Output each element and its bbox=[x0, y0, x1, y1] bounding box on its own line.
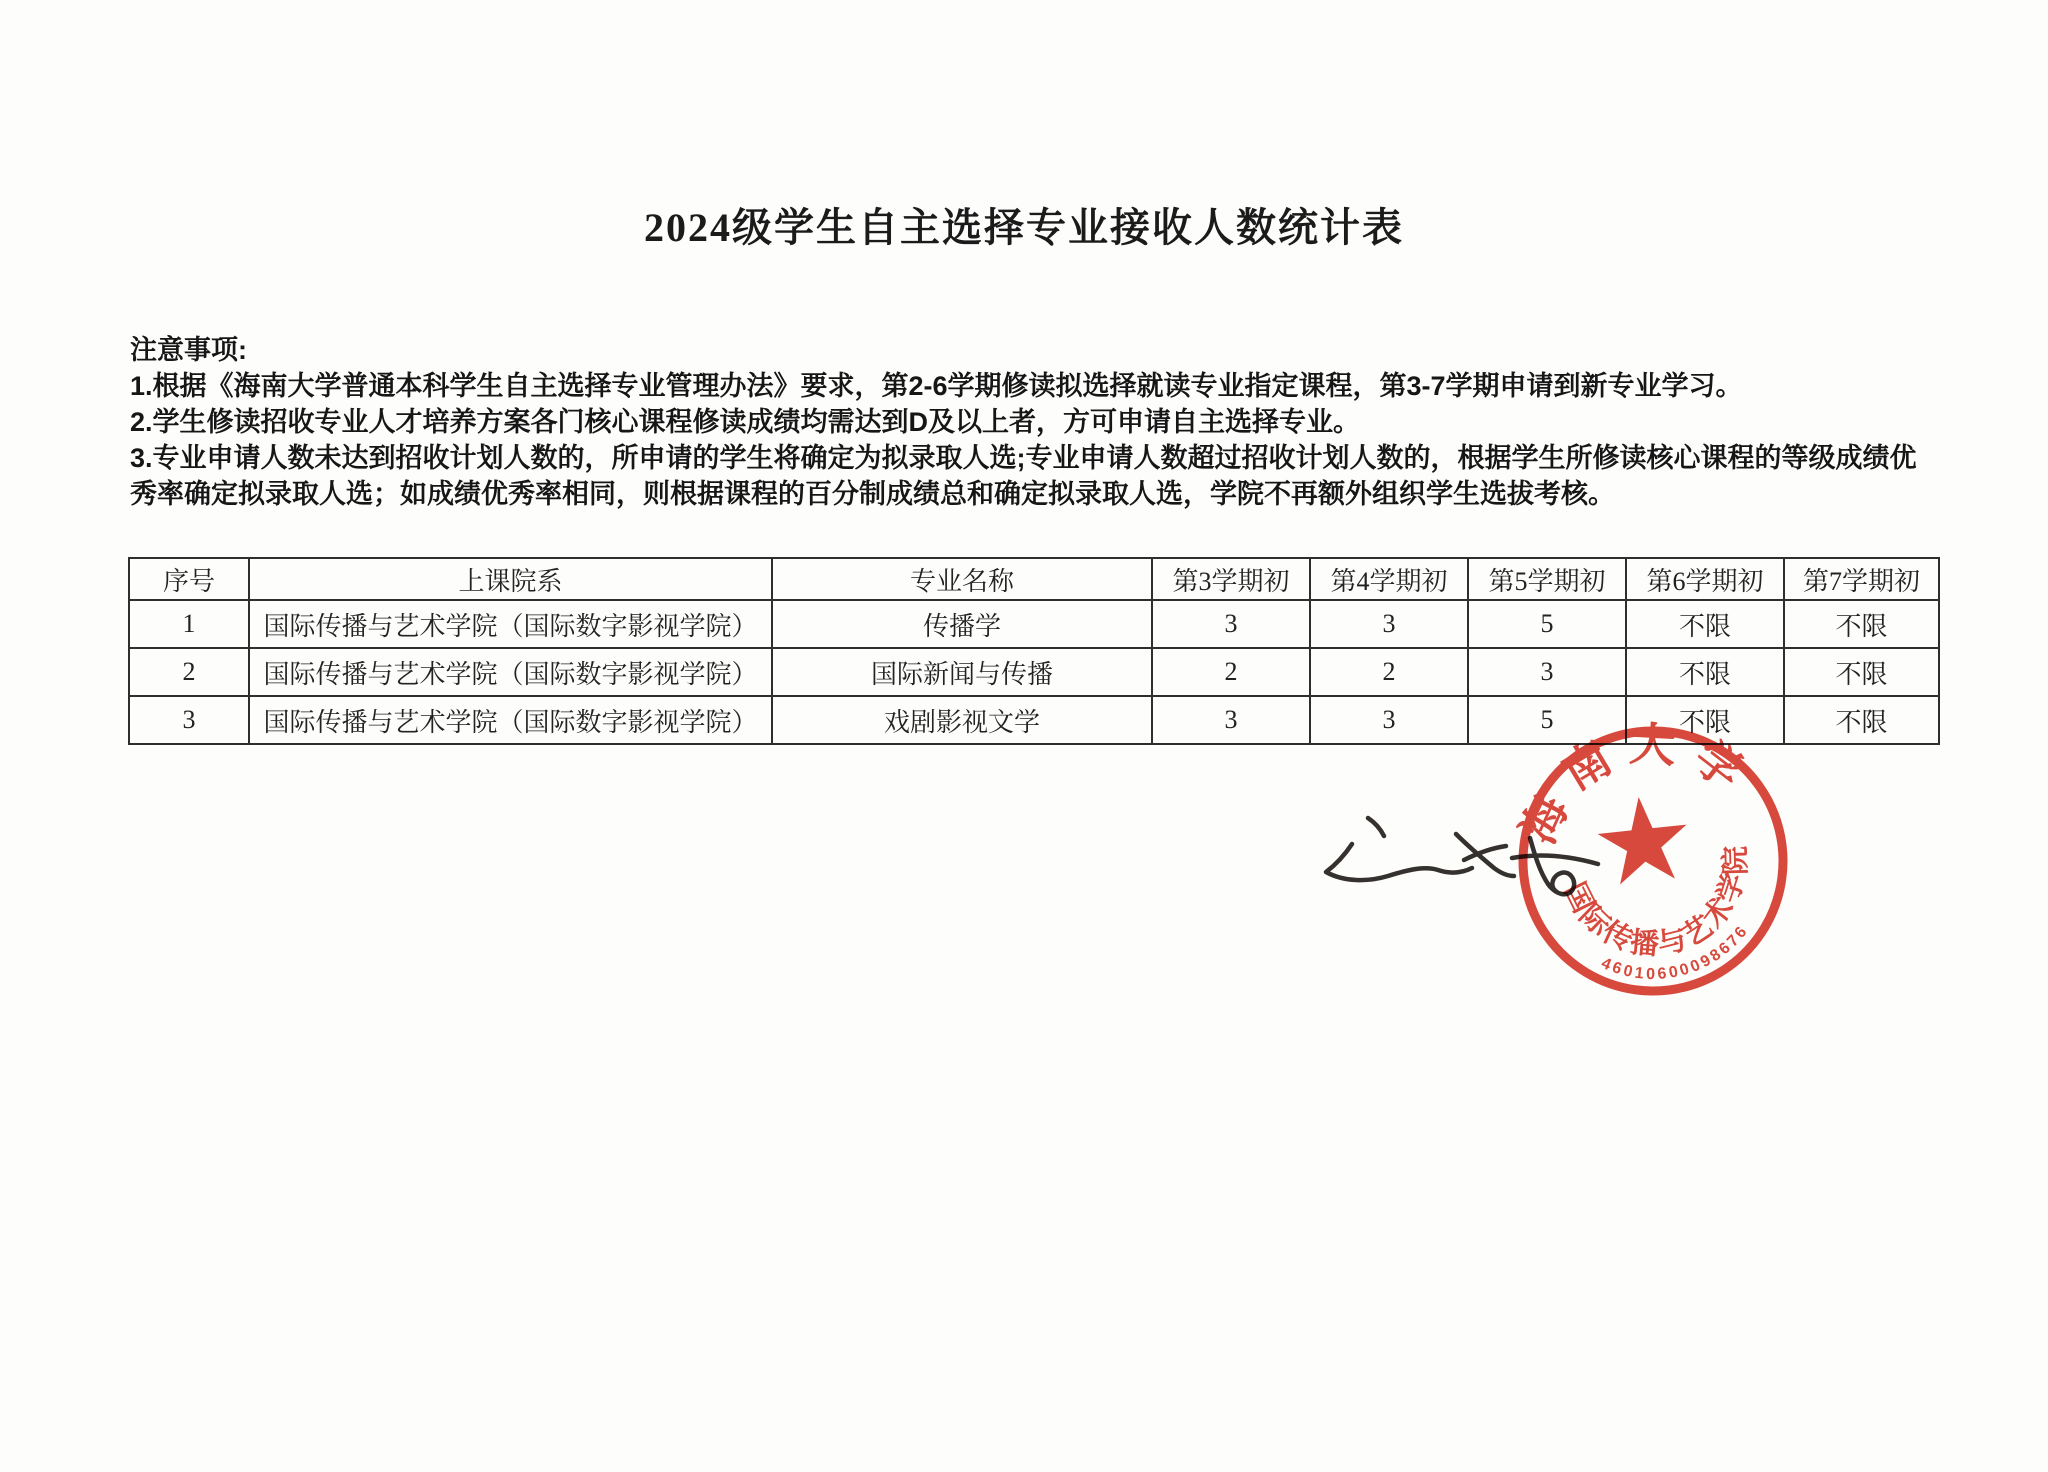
cell-sem5: 3 bbox=[1468, 648, 1626, 696]
note-item-3: 3.专业申请人数未达到招收计划人数的，所申请的学生将确定为拟录取人选;专业申请人数超过招收计划人数的，根据学生所修读核心课程的等级成绩优秀率确定拟录取人选；如成绩优秀率相同，则根据课程的百分制成绩总和确定拟录取人选，学院不再额外组织学生选拔考核。 bbox=[130, 443, 1917, 509]
cell-sem7: 不限 bbox=[1784, 600, 1939, 648]
cell-sem6: 不限 bbox=[1626, 600, 1784, 648]
signature-strokes bbox=[1326, 818, 1598, 894]
cell-sem3: 2 bbox=[1152, 648, 1310, 696]
cell-sem3: 3 bbox=[1152, 696, 1310, 744]
cell-major: 戏剧影视文学 bbox=[772, 696, 1152, 744]
cell-sem7: 不限 bbox=[1784, 696, 1939, 744]
cell-serial: 2 bbox=[129, 648, 249, 696]
table-row bbox=[129, 648, 1939, 696]
cell-serial: 1 bbox=[129, 600, 249, 648]
cell-major: 传播学 bbox=[772, 600, 1152, 648]
cell-sem3: 3 bbox=[1152, 600, 1310, 648]
cell-sem4: 3 bbox=[1310, 600, 1468, 648]
header-semester-6: 第6学期初 bbox=[1626, 558, 1784, 600]
header-department: 上课院系 bbox=[249, 558, 772, 600]
cell-sem4: 3 bbox=[1310, 696, 1468, 744]
header-semester-5: 第5学期初 bbox=[1468, 558, 1626, 600]
header-major-name: 专业名称 bbox=[772, 558, 1152, 600]
header-semester-4: 第4学期初 bbox=[1310, 558, 1468, 600]
table-row bbox=[129, 600, 1939, 648]
stamp-serial-number: 46010600098676 bbox=[1598, 921, 1753, 984]
cell-department: 国际传播与艺术学院（国际数字影视学院） bbox=[249, 600, 772, 648]
cell-department: 国际传播与艺术学院（国际数字影视学院） bbox=[249, 648, 772, 696]
cell-serial: 3 bbox=[129, 696, 249, 744]
header-semester-3: 第3学期初 bbox=[1152, 558, 1310, 600]
cell-sem5: 5 bbox=[1468, 696, 1626, 744]
cell-department: 国际传播与艺术学院（国际数字影视学院） bbox=[249, 696, 772, 744]
cell-sem4: 2 bbox=[1310, 648, 1468, 696]
table-header-row bbox=[129, 558, 1939, 600]
document-title: 2024级学生自主选择专业接收人数统计表 bbox=[644, 205, 1404, 250]
header-semester-7: 第7学期初 bbox=[1784, 558, 1939, 600]
cell-sem5: 5 bbox=[1468, 600, 1626, 648]
note-item-2: 2.学生修读招收专业人才培养方案各门核心课程修读成绩均需达到D及以上者，方可申请自主选择专业。 bbox=[130, 407, 1361, 437]
cell-sem6: 不限 bbox=[1626, 696, 1784, 744]
stamp-college-text: 国际传播与艺术学院 bbox=[1557, 843, 1753, 962]
cell-major: 国际新闻与传播 bbox=[772, 648, 1152, 696]
notes-section bbox=[130, 332, 1922, 512]
cell-sem6: 不限 bbox=[1626, 648, 1784, 696]
cell-sem7: 不限 bbox=[1784, 648, 1939, 696]
notes-heading: 注意事项: bbox=[130, 335, 247, 365]
header-serial-number: 序号 bbox=[129, 558, 249, 600]
stamp-university-text: 海南大学 bbox=[1511, 717, 1764, 852]
handwritten-signature bbox=[1316, 796, 1661, 951]
note-item-1: 1.根据《海南大学普通本科学生自主选择专业管理办法》要求，第2-6学期修读拟选择就读专业指定课程，第3-7学期申请到新专业学习。 bbox=[130, 371, 1743, 401]
